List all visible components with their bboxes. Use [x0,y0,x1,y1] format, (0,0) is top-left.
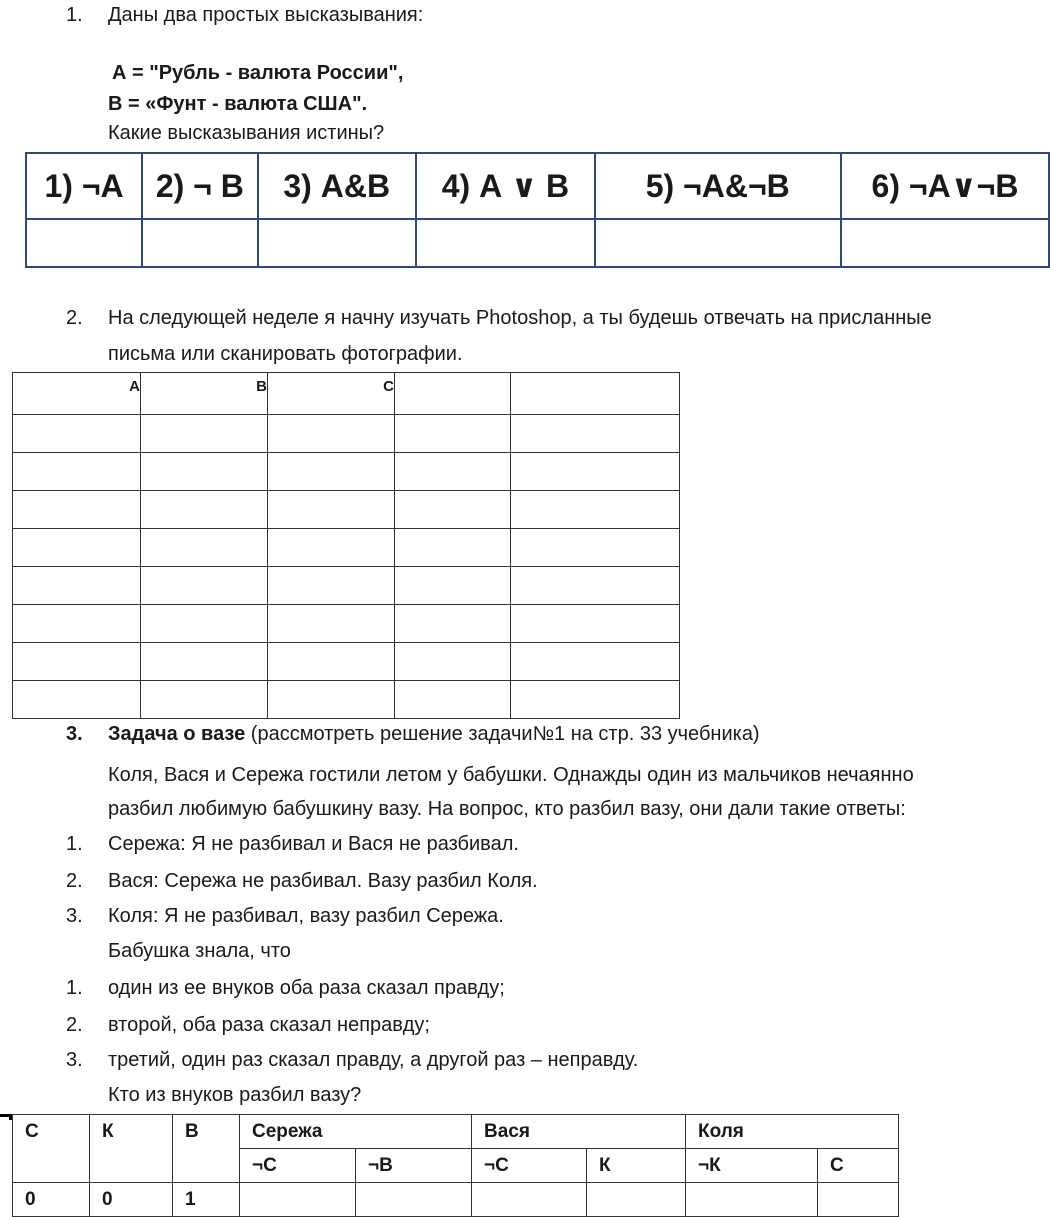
t3-cell: 0 [90,1183,173,1217]
t1-answer-cell[interactable] [595,219,841,267]
t2-cell[interactable] [13,453,141,491]
task1-table [25,152,1050,268]
t2-cell[interactable] [268,605,395,643]
t2-cell[interactable] [141,491,268,529]
t1-header-4: 4) А ∨ В [416,153,595,219]
t1-header-1: 1) ¬А [26,153,142,219]
answer-number: 2. [66,870,83,892]
fact-text: второй, оба раза сказал неправду; [108,1014,430,1036]
t2-cell[interactable] [395,529,511,567]
t3-header-c: С [13,1115,90,1183]
answer-text: Сережа: Я не разбивал и Вася не разбивал. [108,833,519,855]
t3-sub-header: С [818,1149,899,1183]
task3-paragraph-2: разбил любимую бабушкину вазу. На вопрос, кто разбил вазу, они дали такие ответы: [108,798,906,820]
task2-number: 2. [66,307,83,329]
t3-sub-header: ¬К [686,1149,818,1183]
t1-header-6: 6) ¬А∨¬В [841,153,1049,219]
t3-header-k: К [90,1115,173,1183]
t2-cell[interactable] [511,643,680,681]
t1-answer-cell[interactable] [258,219,416,267]
answer-number: 3. [66,905,83,927]
t2-cell[interactable] [141,415,268,453]
answer-number: 1. [66,833,83,855]
t3-cell: 0 [13,1183,90,1217]
t1-answer-cell[interactable] [26,219,142,267]
t2-cell[interactable] [268,453,395,491]
fact-number: 1. [66,977,83,999]
t2-cell[interactable] [268,643,395,681]
t1-answer-cell[interactable] [416,219,595,267]
t2-header-a: A [13,373,141,415]
t2-cell[interactable] [395,605,511,643]
t2-cell[interactable] [511,529,680,567]
t2-cell[interactable] [268,681,395,719]
answer-text: Коля: Я не разбивал, вазу разбил Сережа. [108,905,504,927]
t2-cell[interactable] [141,453,268,491]
t1-header-3: 3) А&В [258,153,416,219]
task3-number: 3. [66,723,83,745]
t2-cell[interactable] [13,605,141,643]
t2-cell[interactable] [395,681,511,719]
fact-text: один из ее внуков оба раза сказал правду; [108,977,505,999]
t2-cell[interactable] [13,415,141,453]
statement-b: В = «Фунт - валюта США". [108,93,368,115]
t2-cell[interactable] [511,415,680,453]
task2-line1: На следующей неделе я начну изучать Photoshop, а ты будешь отвечать на присланные [108,307,932,329]
task3-heading [108,722,760,746]
t2-cell[interactable] [141,567,268,605]
t3-sub-header: ¬С [472,1149,587,1183]
t1-answer-cell[interactable] [142,219,257,267]
t2-cell[interactable] [13,529,141,567]
answer-text: Вася: Сережа не разбивал. Вазу разбил Коля. [108,870,538,892]
t2-cell[interactable] [511,491,680,529]
t2-cell[interactable] [395,453,511,491]
t3-header-kolya: Коля [686,1115,899,1149]
t3-sub-header: ¬С [240,1149,356,1183]
t1-header-5: 5) ¬А&¬В [595,153,841,219]
task1-number: 1. [66,4,83,26]
task3-question: Кто из внуков разбил вазу? [108,1084,362,1106]
t2-cell[interactable] [511,681,680,719]
t2-cell[interactable] [395,567,511,605]
statement-a: А = "Рубль - валюта России", [112,62,404,84]
t2-cell[interactable] [141,681,268,719]
fact-text: третий, один раз сказал правду, а другой раз – неправду. [108,1049,639,1071]
t1-header-2: 2) ¬ В [142,153,257,219]
t2-header-b: B [141,373,268,415]
t2-cell[interactable] [395,415,511,453]
vase-table [12,1114,899,1217]
t2-cell[interactable] [268,415,395,453]
t2-cell[interactable] [13,567,141,605]
t2-cell[interactable] [395,491,511,529]
t3-header-v: В [173,1115,240,1183]
t2-cell[interactable] [141,605,268,643]
t2-header-5 [511,373,680,415]
truth-table [12,372,680,719]
t2-cell[interactable] [511,567,680,605]
t3-header-vasya: Вася [472,1115,686,1149]
fact-number: 2. [66,1014,83,1036]
t2-cell[interactable] [13,643,141,681]
t2-header-c: C [268,373,395,415]
task1-question: Какие высказывания истины? [108,122,385,144]
t2-cell[interactable] [268,567,395,605]
t2-cell[interactable] [13,681,141,719]
task3-paragraph-1: Коля, Вася и Сережа гостили летом у бабушки. Однажды один из мальчиков нечаянно [108,764,914,786]
t3-sub-header: ¬В [356,1149,472,1183]
fact-number: 3. [66,1049,83,1071]
t3-sub-header: К [587,1149,686,1183]
task1-intro: Даны два простых высказывания: [108,4,424,26]
grandma-knew: Бабушка знала, что [108,940,291,962]
t2-cell[interactable] [13,491,141,529]
t3-header-serezha: Сережа [240,1115,472,1149]
t2-cell[interactable] [511,605,680,643]
t2-cell[interactable] [395,643,511,681]
corner-mark [0,1114,12,1120]
t2-cell[interactable] [268,491,395,529]
task2-line2: письма или сканировать фотографии. [108,343,463,365]
task3-title: Задача о вазе [108,723,246,745]
t2-cell[interactable] [141,643,268,681]
task3-title-note: (рассмотреть решение задачи№1 на стр. 33 учебника) [245,723,760,745]
t3-cell: 1 [173,1183,240,1217]
t1-answer-cell[interactable] [841,219,1049,267]
t2-header-4 [395,373,511,415]
t2-cell[interactable] [511,453,680,491]
t2-cell[interactable] [268,529,395,567]
t2-cell[interactable] [141,529,268,567]
